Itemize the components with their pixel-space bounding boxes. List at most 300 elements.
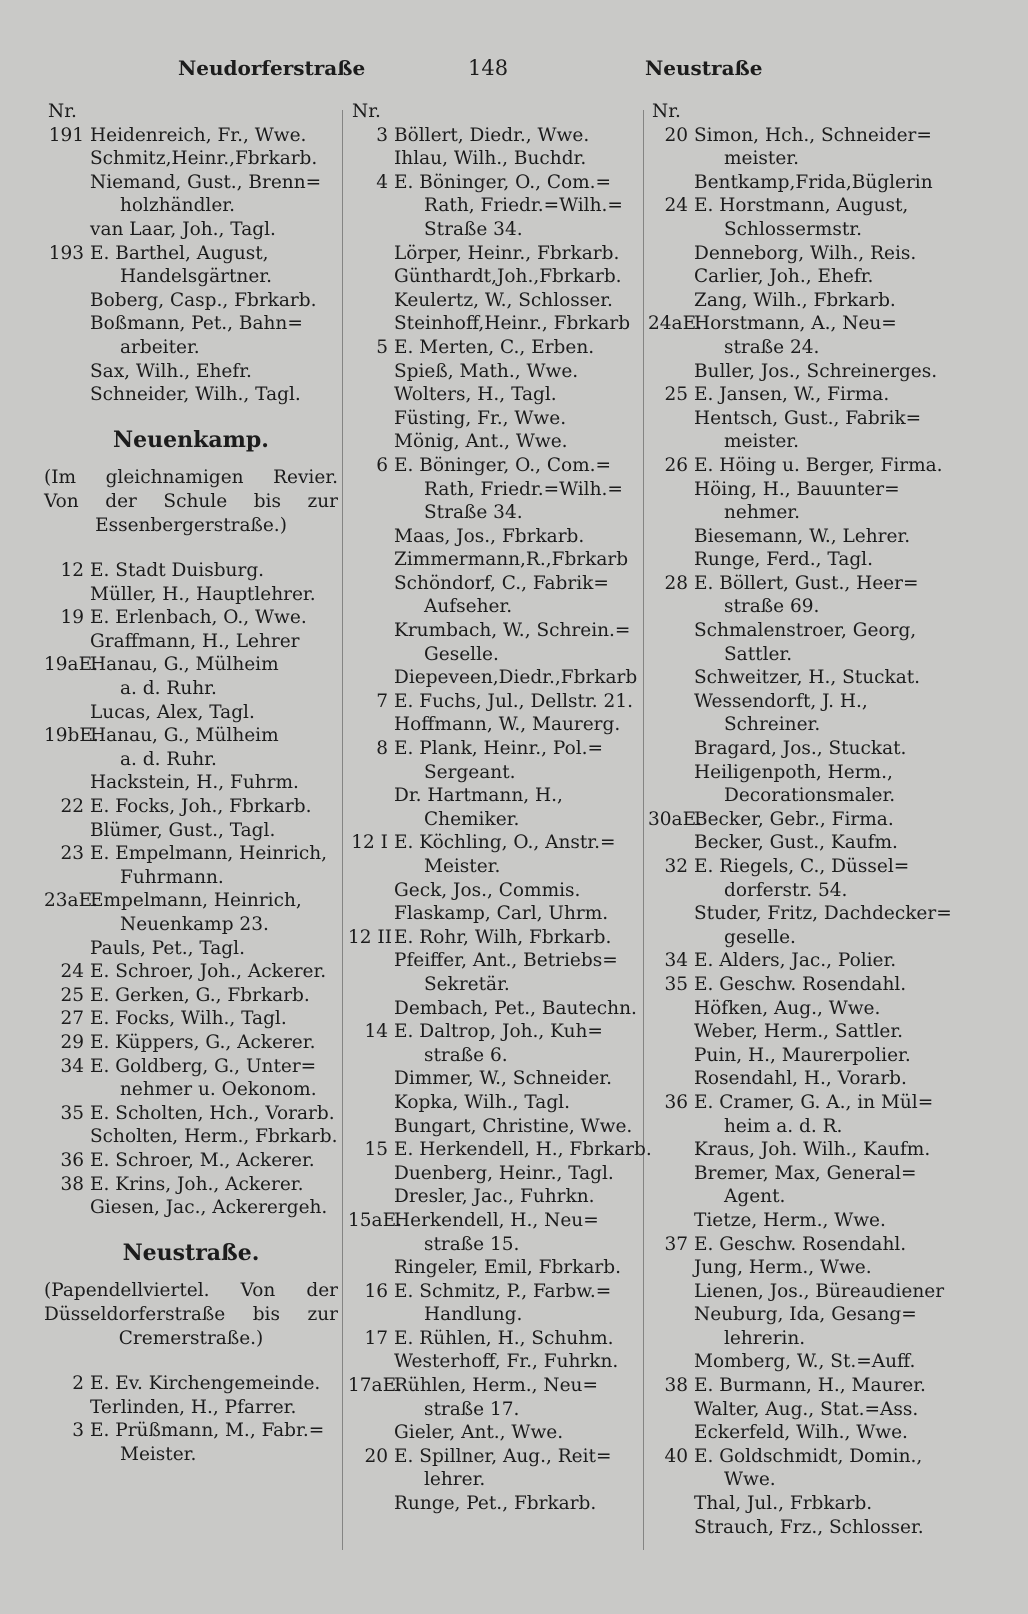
entry-line	[648, 1020, 944, 1044]
section-title: Neustraße.	[122, 1239, 260, 1266]
entry-line	[348, 997, 638, 1021]
entry-line	[44, 819, 338, 843]
entry-line	[44, 771, 338, 795]
entry-text: Blümer, Gust., Tagl.	[90, 819, 276, 841]
house-number: 26	[664, 454, 688, 476]
entry-line	[348, 218, 638, 242]
entry-text: Walter, Aug., Stat.=Ass.	[694, 1398, 919, 1420]
entry-text: straße 17.	[424, 1398, 520, 1420]
entry-text: Rühlen, Herm., Neu=	[394, 1375, 598, 1397]
entry-line	[348, 1468, 638, 1492]
entry-text: Hanau, G., Mülheim	[90, 654, 279, 676]
entry-line	[348, 1327, 638, 1351]
house-number: 193	[48, 242, 84, 264]
entry-text: Scholten, Herm., Fbrkarb.	[90, 1126, 338, 1148]
entry-text: Thal, Jul., Frbkarb.	[694, 1493, 873, 1515]
entry-line	[44, 289, 338, 313]
entry-line	[348, 1091, 638, 1115]
entry-line	[348, 265, 638, 289]
house-number: 19aE.	[44, 654, 98, 676]
house-number: 25	[60, 984, 84, 1006]
entry-line	[648, 289, 944, 313]
entry-text: Diepeveen,Diedr.,Fbrkarb	[394, 667, 638, 689]
section-note: Essenbergerstraße.)	[95, 514, 287, 536]
entry-text: holzhändler.	[120, 195, 235, 217]
entry-line	[648, 1327, 944, 1351]
nr-label: Nr.	[352, 101, 381, 122]
entry-text: E. Rohr, Wilh, Fbrkarb.	[394, 926, 612, 948]
entry-text: Pauls, Pet., Tagl.	[90, 937, 245, 959]
entry-list	[44, 559, 338, 1220]
entry-line	[348, 289, 638, 313]
entry-line	[44, 1443, 338, 1467]
entry-text: Günthardt,Joh.,Fbrkarb.	[394, 266, 622, 288]
entry-list	[44, 124, 338, 407]
entry-line	[348, 430, 638, 454]
entry-line	[44, 1031, 338, 1055]
entry-line	[648, 949, 944, 973]
entry-text: Handlung.	[424, 1304, 523, 1326]
entry-line	[648, 171, 944, 195]
running-header-left: Neudorferstraße	[178, 56, 366, 80]
entry-text: Sax, Wilh., Ehefr.	[90, 360, 252, 382]
entry-line	[648, 713, 944, 737]
entry-line	[348, 548, 638, 572]
entry-text: Bungart, Christine, Wwe.	[394, 1115, 633, 1137]
entry-line	[44, 1196, 338, 1220]
house-number: 8	[376, 738, 388, 760]
entry-line	[44, 194, 338, 218]
entry-text: Wessendorft, J. H.,	[694, 690, 868, 712]
entry-line	[348, 784, 638, 808]
entry-line	[44, 1125, 338, 1149]
entry-line	[44, 124, 338, 148]
house-number: 14	[364, 1021, 388, 1043]
entry-line	[348, 525, 638, 549]
entry-text: Wwe.	[724, 1469, 776, 1491]
entry-line	[348, 973, 638, 997]
entry-line	[648, 831, 944, 855]
entry-text: Heidenreich, Fr., Wwe.	[90, 124, 307, 146]
entry-text: Rosendahl, H., Vorarb.	[694, 1068, 907, 1090]
entry-text: E. Stadt Duisburg.	[90, 560, 265, 582]
entry-line	[348, 666, 638, 690]
entry-line	[648, 1067, 944, 1091]
column-2	[348, 100, 652, 1516]
entry-text: Ringeler, Emil, Fbrkarb.	[394, 1257, 621, 1279]
entry-text: Geselle.	[424, 643, 499, 665]
entry-line	[44, 960, 338, 984]
entry-line	[648, 572, 944, 596]
entry-line	[648, 643, 944, 667]
entry-line	[44, 242, 338, 266]
house-number: 17aE.	[348, 1375, 402, 1397]
entry-line	[648, 619, 944, 643]
house-number: 24	[664, 195, 688, 217]
entry-line	[44, 1173, 338, 1197]
house-number: 3	[72, 1420, 84, 1442]
house-number: 15aE.	[348, 1209, 402, 1231]
entry-text: E. Schroer, M., Ackerer.	[90, 1149, 315, 1171]
entry-line	[648, 1445, 944, 1469]
nr-label: Nr.	[652, 101, 681, 122]
house-number: 23aE.	[44, 890, 98, 912]
entry-line	[648, 383, 944, 407]
entry-line	[648, 879, 944, 903]
entry-line	[348, 1020, 638, 1044]
entry-line	[648, 1091, 944, 1115]
entry-text: Herkendell, H., Neu=	[394, 1209, 599, 1231]
entry-line	[44, 1419, 338, 1443]
entry-line	[44, 724, 338, 748]
house-number: 20	[664, 124, 688, 146]
entry-text: E. Goldberg, G., Unter=	[90, 1055, 317, 1077]
entry-line	[648, 1303, 944, 1327]
entry-text: Graffmann, H., Lehrer	[90, 630, 300, 652]
entry-line	[348, 1162, 638, 1186]
entry-text: Geck, Jos., Commis.	[394, 879, 581, 901]
entry-line	[44, 583, 338, 607]
entry-text: Rath, Friedr.=Wilh.=	[424, 195, 623, 217]
entry-text: E. Prüßmann, M., Fabr.=	[90, 1420, 325, 1442]
column-1	[44, 100, 338, 1466]
entry-line	[648, 808, 944, 832]
entry-line	[348, 879, 638, 903]
entry-line	[648, 336, 944, 360]
entry-text: Füsting, Fr., Wwe.	[394, 407, 567, 429]
entry-text: E. Erlenbach, O., Wwe.	[90, 607, 307, 629]
entry-line	[44, 147, 338, 171]
entry-text: Zang, Wilh., Fbrkarb.	[694, 289, 896, 311]
section-title: Neuenkamp.	[113, 426, 269, 453]
entry-text: E. Burmann, H., Maurer.	[694, 1375, 926, 1397]
entry-line	[648, 525, 944, 549]
entry-line	[44, 795, 338, 819]
entry-line	[648, 1374, 944, 1398]
entry-line	[348, 1398, 638, 1422]
entry-list	[44, 1372, 338, 1466]
entry-text: E. Schroer, Joh., Ackerer.	[90, 961, 327, 983]
entry-text: Biesemann, W., Lehrer.	[694, 525, 911, 547]
entry-text: Spieß, Math., Wwe.	[394, 360, 579, 382]
entry-text: E. Focks, Joh., Fbrkarb.	[90, 796, 312, 818]
entry-text: E. Schmitz, P., Farbw.=	[394, 1280, 612, 1302]
column-3	[648, 100, 952, 1539]
entry-line	[348, 478, 638, 502]
entry-text: straße 24.	[724, 336, 820, 358]
house-number: 19bE.	[44, 725, 99, 747]
entry-text: Krumbach, W., Schrein.=	[394, 620, 631, 642]
entry-line	[348, 737, 638, 761]
entry-text: lehrer.	[424, 1469, 486, 1491]
entry-line	[648, 1492, 944, 1516]
entry-text: Pfeiffer, Ant., Betriebs=	[394, 950, 618, 972]
entry-line	[648, 1350, 944, 1374]
entry-text: straße 6.	[424, 1044, 508, 1066]
entry-line	[348, 1138, 652, 1162]
entry-text: Ihlau, Wilh., Buchdr.	[394, 148, 587, 170]
house-number: 12	[60, 560, 84, 582]
entry-text: Maas, Jos., Fbrkarb.	[394, 525, 585, 547]
entry-line	[648, 360, 944, 384]
entry-line	[348, 124, 638, 148]
entry-text: Hentsch, Gust., Fabrik=	[694, 407, 922, 429]
entry-text: Schweitzer, H., Stuckat.	[694, 667, 921, 689]
entry-text: Jung, Herm., Wwe.	[694, 1257, 872, 1279]
house-number: 23	[60, 843, 84, 865]
entry-text: Dresler, Jac., Fuhrkn.	[394, 1186, 595, 1208]
entry-text: E. Merten, C., Erben.	[394, 336, 595, 358]
entry-text: Tietze, Herm., Wwe.	[694, 1209, 886, 1231]
entry-line	[44, 606, 338, 630]
entry-line	[44, 383, 338, 407]
section-note: Von der Schule bis zur	[44, 490, 338, 512]
entry-text: Becker, Gust., Kaufm.	[694, 832, 898, 854]
entry-text: dorferstr. 54.	[724, 879, 848, 901]
entry-text: E. Horstmann, August,	[694, 195, 909, 217]
entry-text: Westerhoff, Fr., Fuhrkn.	[394, 1351, 619, 1373]
entry-line	[648, 595, 944, 619]
entry-text: Schreiner.	[724, 714, 821, 736]
entry-line	[348, 1350, 638, 1374]
entry-line	[348, 619, 638, 643]
entry-text: E. Scholten, Hch., Vorarb.	[90, 1102, 335, 1124]
entry-text: arbeiter.	[120, 336, 200, 358]
entry-line	[648, 548, 944, 572]
entry-line	[348, 383, 638, 407]
entry-line	[44, 1055, 338, 1079]
entry-text: Runge, Ferd., Tagl.	[694, 549, 873, 571]
entry-text: Schneider, Wilh., Tagl.	[90, 384, 301, 406]
section-note: Düsseldorferstraße bis zur	[44, 1303, 338, 1325]
entry-text: Mönig, Ant., Wwe.	[394, 431, 568, 453]
entry-line	[648, 1233, 944, 1257]
entry-line	[348, 1256, 638, 1280]
entry-line	[648, 1044, 944, 1068]
entry-line	[648, 666, 944, 690]
entry-text: E. Küppers, G., Ackerer.	[90, 1031, 316, 1053]
entry-text: Straße 34.	[424, 218, 523, 240]
entry-line	[648, 973, 944, 997]
entry-line	[648, 242, 944, 266]
entry-text: E. Plank, Heinr., Pol.=	[394, 738, 604, 760]
entry-text: E. Fuchs, Jul., Dellstr. 21.	[394, 690, 633, 712]
entry-text: Schöndorf, C., Fabrik=	[394, 572, 609, 594]
entry-text: E. Köchling, O., Anstr.=	[394, 832, 616, 854]
entry-line	[648, 147, 944, 171]
entry-text: E. Barthel, August,	[90, 242, 269, 264]
entry-text: Schmitz,Heinr.,Fbrkarb.	[90, 148, 318, 170]
entry-line	[648, 902, 952, 926]
entry-line	[348, 1421, 638, 1445]
entry-text: Puin, H., Maurerpolier.	[694, 1044, 911, 1066]
entry-line	[648, 1185, 944, 1209]
entry-line	[44, 1007, 338, 1031]
entry-text: Neuenkamp 23.	[120, 914, 269, 935]
entry-line	[348, 831, 638, 855]
section-note: (Im gleichnamigen Revier.	[44, 467, 338, 489]
house-number: 35	[664, 973, 688, 995]
entry-line	[648, 761, 944, 785]
entry-line	[44, 889, 338, 913]
entry-line	[44, 1102, 338, 1126]
entry-line	[348, 501, 638, 525]
entry-text: lehrerin.	[724, 1327, 806, 1349]
entry-text: geselle.	[724, 926, 796, 948]
entry-line	[348, 690, 638, 714]
house-number: 25	[664, 384, 688, 406]
entry-text: Agent.	[724, 1186, 786, 1208]
entry-line	[44, 1078, 338, 1102]
entry-line	[348, 1374, 638, 1398]
entry-text: E. Alders, Jac., Polier.	[694, 950, 897, 972]
house-number: 17	[364, 1327, 388, 1349]
entry-text: Böllert, Diedr., Wwe.	[394, 124, 590, 146]
entry-list	[348, 124, 652, 1516]
entry-line	[348, 1445, 638, 1469]
entry-line	[648, 265, 944, 289]
entry-text: E. Gerken, G., Fbrkarb.	[90, 984, 310, 1006]
entry-text: Niemand, Gust., Brenn=	[90, 171, 322, 193]
house-number: 12 II	[348, 926, 393, 948]
entry-text: Giesen, Jac., Ackerergeh.	[90, 1197, 328, 1219]
entry-text: Buller, Jos., Schreinerges.	[694, 360, 938, 382]
entry-text: Hoffmann, W., Maurerg.	[394, 714, 621, 736]
house-number: 35	[60, 1102, 84, 1124]
entry-line	[648, 430, 944, 454]
entry-text: Sekretär.	[424, 973, 510, 995]
entry-line	[348, 808, 638, 832]
entry-text: Aufseher.	[424, 596, 513, 618]
entry-text: E. Böninger, O., Com.=	[394, 454, 612, 476]
entry-text: Chemiker.	[424, 808, 520, 830]
entry-text: Runge, Pet., Fbrkarb.	[394, 1493, 597, 1515]
entry-line	[648, 218, 944, 242]
house-number: 16	[364, 1280, 388, 1302]
entry-text: Carlier, Joh., Ehefr.	[694, 266, 874, 288]
entry-line	[648, 1516, 944, 1540]
entry-line	[648, 501, 944, 525]
entry-text: Lienen, Jos., Büreaudiener	[694, 1280, 945, 1302]
entry-line	[648, 926, 944, 950]
entry-line	[348, 949, 638, 973]
entry-line	[648, 194, 944, 218]
house-number: 191	[48, 124, 84, 146]
entry-line	[44, 866, 338, 890]
house-number: 30aE.	[648, 808, 702, 830]
house-number: 27	[60, 1008, 84, 1030]
entry-line	[348, 902, 638, 926]
nr-label: Nr.	[48, 101, 77, 122]
entry-text: Straße 34.	[424, 502, 523, 524]
house-number: 34	[664, 950, 688, 972]
entry-text: Dr. Hartmann, H.,	[394, 785, 563, 807]
entry-line	[44, 336, 338, 360]
entry-line	[44, 653, 338, 677]
entry-text: Keulertz, W., Schlosser.	[394, 289, 613, 311]
entry-line	[648, 312, 944, 336]
entry-text: Becker, Gebr., Firma.	[694, 808, 894, 830]
entry-text: Bentkamp,Frida,Büglerin	[694, 171, 933, 193]
entry-line	[44, 937, 338, 961]
entry-line	[348, 1185, 638, 1209]
entry-list	[648, 124, 952, 1540]
entry-line	[44, 171, 338, 195]
entry-text: Höing, H., Bauunter=	[694, 478, 900, 500]
house-number: 40	[664, 1445, 688, 1467]
entry-text: E. Geschw. Rosendahl.	[694, 1233, 907, 1255]
entry-line	[348, 1067, 638, 1091]
entry-line	[648, 1421, 944, 1445]
entry-line	[348, 242, 638, 266]
entry-line	[44, 360, 338, 384]
entry-line	[348, 713, 638, 737]
entry-line	[648, 855, 944, 879]
entry-text: Müller, H., Hauptlehrer.	[90, 583, 316, 605]
house-number: 12 I	[351, 832, 388, 854]
entry-line	[44, 265, 338, 289]
entry-text: Neuburg, Ida, Gesang=	[694, 1304, 917, 1326]
entry-text: E. Böllert, Gust., Heer=	[694, 572, 919, 594]
entry-text: a. d. Ruhr.	[120, 748, 217, 770]
entry-line	[648, 737, 944, 761]
entry-text: E. Ev. Kirchengemeinde.	[90, 1373, 321, 1395]
entry-text: E. Focks, Wilh., Tagl.	[90, 1008, 287, 1030]
entry-text: Dimmer, W., Schneider.	[394, 1068, 612, 1090]
house-number: 4	[376, 171, 388, 193]
house-number: 38	[664, 1375, 688, 1397]
entry-line	[348, 360, 638, 384]
entry-text: E. Rühlen, H., Schuhm.	[394, 1327, 614, 1349]
column-rule	[643, 110, 644, 1550]
entry-text: Meister.	[120, 1443, 197, 1465]
entry-text: meister.	[724, 148, 799, 170]
entry-line	[648, 1256, 944, 1280]
entry-text: E. Daltrop, Joh., Kuh=	[394, 1021, 603, 1043]
entry-text: Denneborg, Wilh., Reis.	[694, 242, 917, 264]
entry-line	[648, 1468, 944, 1492]
entry-line	[348, 194, 638, 218]
entry-text: nehmer.	[724, 502, 800, 524]
entry-line	[648, 124, 944, 148]
entry-line	[348, 761, 638, 785]
entry-text: Weber, Herm., Sattler.	[694, 1021, 904, 1043]
entry-text: Simon, Hch., Schneider=	[694, 124, 932, 146]
house-number: 20	[364, 1445, 388, 1467]
entry-line	[348, 1303, 638, 1327]
entry-line	[348, 1280, 638, 1304]
entry-text: Kraus, Joh. Wilh., Kaufm.	[694, 1139, 931, 1161]
entry-line	[648, 1162, 944, 1186]
entry-line	[648, 454, 944, 478]
entry-text: E. Cramer, G. A., in Mül=	[694, 1091, 934, 1113]
entry-line	[44, 630, 338, 654]
entry-text: E. Herkendell, H., Fbrkarb.	[394, 1139, 652, 1161]
entry-line	[44, 913, 338, 937]
entry-text: straße 15.	[424, 1233, 520, 1255]
entry-text: Zimmermann,R.,Fbrkarb	[394, 549, 629, 571]
entry-line	[648, 997, 944, 1021]
entry-line	[648, 1209, 944, 1233]
house-number: 2	[72, 1373, 84, 1395]
entry-text: Hanau, G., Mülheim	[90, 725, 279, 747]
house-number: 19	[60, 607, 84, 629]
entry-line	[44, 701, 338, 725]
entry-text: nehmer u. Oekonom.	[120, 1079, 317, 1101]
entry-text: Horstmann, A., Neu=	[694, 313, 897, 335]
entry-line	[648, 1280, 944, 1304]
entry-text: Bremer, Max, General=	[694, 1162, 917, 1184]
